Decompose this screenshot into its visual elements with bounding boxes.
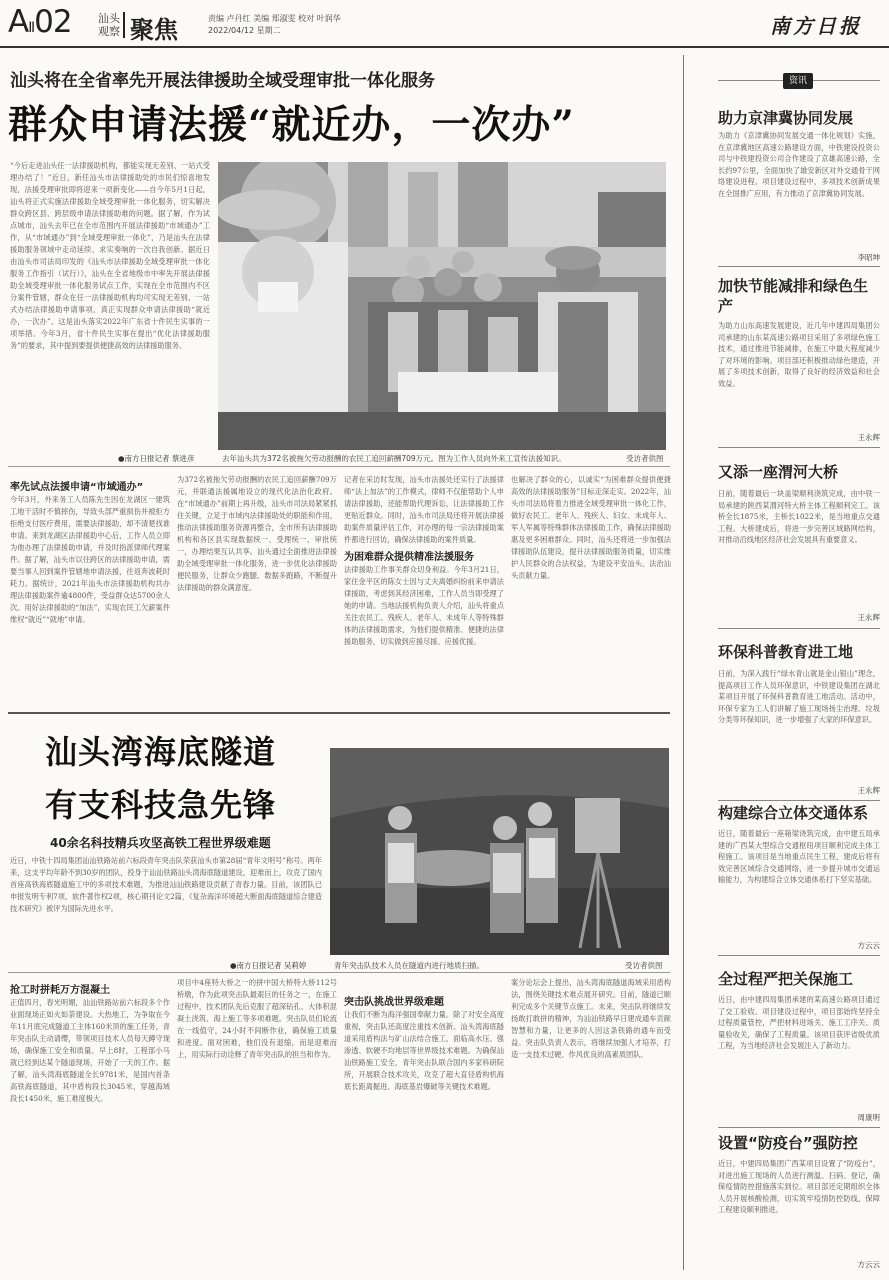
second-byline: ●南方日报记者 吴莉婷 (230, 961, 307, 970)
newspaper-logo: 南方日报 (770, 14, 862, 38)
sidebar-body-6: 近日，由中建四局集团承建的某高速公路项目通过了交工验收。项目建设过程中，项目部始终坚持全过程质量管控，严把材料进场关、施工工序关、质量验收关，确保了工程质量。该项目获评省级优质工程，为当地经济社会发展注入了新动力。 (718, 995, 880, 1051)
lead-photo-caption: 去年汕头共为372名被拖欠劳动报酬的农民工追回薪酬709万元。图为工作人员向外来工宣传法援知识。 (222, 454, 566, 463)
sidebar-body-1: 为助力《京津冀协同发展交通一体化规划》实施，在京津冀地区高速公路建设方面，中铁建设投资公司与中铁建投资公司合作建设了京雄高速公路，全长约97公里，全面加快了雄安新区对外交通骨干网络建设进程。项目建设过程中，多项技术创新成果在全国推广应用，有力推动了京津冀协同发展。 (718, 131, 880, 198)
sidebar-title-6: 全过程严把关保施工 (718, 970, 854, 988)
sidebar-title-1: 助力京津冀协同发展 (718, 109, 854, 127)
story-divider (8, 712, 670, 714)
news-badge: 资讯 (783, 73, 813, 89)
sidebar-rule-4 (718, 800, 880, 801)
sidebar-title-4: 环保科普教育进工地 (718, 643, 854, 661)
lead-col-2: 为372名被拖欠劳动报酬的农民工追回薪酬709万元，并联通法援属地设立的现代化法治化政府。在“市域通办”前期上再升级，汕头市司法局紧紧抓住关键，立足于市域内法律援助处的职能和作用，推动法律援助服务资源再整合，全市所有法律援助机构和各区县实现数据统一、受理统一、审批统一，办理结果互认共享。汕头通过全面推进法律援助全域受理审批一体化服务，进一步优化法律援助便民服务，让群众少跑腿、数据多跑路，不断提升法律援助的群众满意度。 (177, 475, 337, 592)
sidebar-body-4: 日前，为深入践行“绿水青山就是金山银山”理念，提高项目工作人员环保意识，中铁建设集团在湖北某项目开展了环保科普教育进工地活动。活动中，环保专家为工人们讲解了施工现场扬尘治理、垃圾分类等环保知识，进一步增强了大家的环保意识。 (718, 669, 880, 725)
lead-headline: 群众申请法援“就近办，一次办” (8, 102, 575, 148)
section-title: 聚焦 (130, 16, 178, 44)
tunnel-photo-credit: 受访者供图 (625, 961, 663, 970)
sidebar-title-5: 构建综合立体交通体系 (718, 804, 869, 822)
sidebar-rule-1 (718, 266, 880, 267)
editor-credits: 责编 卢丹红 美编 郑淑雯 校对 叶润华 2022/04/12 星期二 (208, 14, 341, 35)
masthead-rule (0, 46, 889, 48)
sidebar-title-3: 又添一座渭河大桥 (718, 463, 839, 481)
sidebar-body-7: 近日，中建四局集团广西某项目设置了“防疫台”，对进出施工现场的人员进行测温、扫码、登记，确保疫情防控措施落实到位。项目部还定期组织全体人员开展核酸检测，切实筑牢疫情防控防线，保障工程建设顺利推进。 (718, 1159, 880, 1215)
lead-intro-text: “今后走进汕头任一法律援助机构，都能实现无差别、一站式受理办结了！”近日，新任汕头市法律援助处的市民们惊喜地发现，法援受理审批即将迎来一项新变化——自今年5月1日起，汕头将正式实施法律援助全域受理审批一体化服务，切实解决群众跨区县、跨层级申请法律援助难的问题。据了解，作为试点城市，汕头去年已在全市范围内开展法律援助“市域通办”工作，从“市域通办”到“全域受理审批一体化”，乃是汕头在法律援助服务领域中走动延续、求实奏响的一次自我创新。据近日由汕头市司法局印发的《汕头市法律援助全域受理审批一体化服务工作指引（试行）》，汕头在全省地级市中率先开展法律援助全域受理审批一体化服务试点工作，实现在全市范围内不区分案件管辖，群众在任一法律援助机构均可实现无差别、一站式办结法律援助申请事项，真正实现群众申请法律援助“就近办，一次办”。这是汕头落实2022年广东省十件民生实事的一项举措。今年3月，省十件民生实事在提出“优化法律援助服务”的要求，其中提到要提供便捷高效的法律援助服务。 (10, 161, 210, 350)
second-intro-text: 近日，中铁十四局集团汕汕铁路站前六标段青年突击队荣获汕头市第28届“青年文明号”称号。两年来，这支平均年龄不到30岁的团队，投身于汕汕铁路汕头湾海底隧道建设，迎难而上，攻克了国内首座高铁海底隧道施工中的多项技术难题，为推进汕汕铁路建设贡献了青春力量。目前，该团队已申报发明专利7项、软件著作权2项，核心期刊论文2篇，《复杂海洋环境超大断面海底隧道综合建造技术研究》被评为国际先进水平。 (10, 856, 322, 913)
second-subhead-2: 突击队挑战世界级难题 (344, 997, 444, 1008)
sidebar-author-7: 方云云 (857, 1260, 880, 1269)
second-col-2: 项目中4座特大桥之一的拼中国大桥特大桥112号桥墩，作为此项突击队最艰巨的任务之一，在施工过程中，技术团队先后克服了超深钻孔、大体积混凝土浇筑、海上施工等多项难题。突击队员们轮流在一线值守，24小时不间断作业，确保施工质量和进度。面对困难，他们没有退缩，而是迎难而上，用实际行动诠释了青年突击队的担当和作为。 (177, 978, 337, 1059)
second-headline-line2: 有支科技急先锋 (45, 786, 277, 824)
lead-subhead-1: 率先试点法援申请“市域通办” (10, 482, 144, 493)
second-headline-line1: 汕头湾海底隧道 (45, 733, 277, 771)
lead-columns-rule (8, 466, 670, 467)
sidebar-author-2: 王永辉 (857, 433, 880, 442)
lead-col-4: 也解决了群众的心，以诚实“为困难群众提供便捷高效的法律援助服务”目标走深走实。2022年，汕头市司法局将着力推进全域受理审批一体化工作，做好农民工、老年人、残疾人、妇女、未成年人、军人军属等特殊群体法律援助工作，确保法律援助惠及更多困难群众。同时，汕头还将进一步加强法律援助队伍建设，提升法律援助服务质量，切实维护人民群众的合法权益，为建设平安汕头、法治汕头贡献力量。 (511, 475, 671, 580)
second-subhead: 40余名科技精兵攻坚高铁工程世界级难题 (50, 836, 271, 850)
second-col-3: 让我们不断为海洋强国奉献力量。除了对安全高度重视，突击队还高度注重技术创新。汕头湾海底隧道采用盾构法与矿山法结合施工，面临高水压、强渗透、软硬不均地层等世界级技术难题。为确保汕汕铁路施工安全，青年突击队联合国内多家科研院所，开展联合技术攻关，攻克了超大直径盾构机海底长距离掘进、海底基岩爆破等关键技术难题。 (344, 1010, 504, 1091)
sidebar-title-2: 加快节能减排和绿色生产 (718, 277, 869, 315)
lead-byline: ●南方日报记者 蔡进彦 (118, 454, 195, 463)
masthead (0, 0, 889, 50)
lead-kicker: 汕头将在全省率先开展法律援助全域受理审批一体化服务 (10, 71, 435, 91)
sidebar-rule-3 (718, 628, 880, 629)
sidebar-body-3: 日前，随着最后一块盖梁顺利浇筑完成，由中铁一局承建的陕西某渭河特大桥主体工程顺利完工。该桥全长1875米，主桥长1022米，是当地重点交通工程。大桥建成后，将进一步完善区域路网结构，对推动沿线地区经济社会发展具有重要意义。 (718, 489, 880, 545)
section-label: 汕头 观察 (98, 12, 120, 38)
tunnel-photo-caption: 青年突击队技术人员在隧道内进行地质扫描。 (334, 961, 484, 970)
sidebar-body-2: 为助力山东高速发展建设，近几年中建四局集团公司承建的山东某高速公路项目采用了多项绿色施工技术，通过推进节能减排，在施工中最大程度减少了对环境的影响。项目部还积极推动绿色建造，开展了多项技术创新，取得了良好的经济效益和社会效益。 (718, 321, 880, 388)
lead-col-3b: 法律援助工作事关群众切身利益。今年3月21日，家住金平区的陈女士因与丈夫离婚纠纷前来申请法律援助，考虑到其经济困难，工作人员当即受理了她的申请。当地法援机构负责人介绍，汕头将重点关注农民工、残疾人、老年人、未成年人等特殊群体的法律援助需求，为他们提供精准、便捷的法律援助服务，切实做到应援尽援、应援优援。 (344, 565, 504, 646)
second-columns-rule (8, 972, 670, 973)
sidebar-rule-2 (718, 447, 880, 448)
sidebar-rule-5 (718, 955, 880, 956)
lead-photo-credit: 受访者供图 (626, 454, 664, 463)
sidebar-author-6: 周康明 (857, 1113, 880, 1122)
sidebar-separator (683, 55, 684, 1270)
section-divider (123, 12, 125, 38)
page-roman: Ⅱ (28, 20, 35, 36)
page-number: AⅡ02 (8, 4, 72, 40)
second-col-1: 正值四月，春光明媚，汕汕铁路站前六标段多个作业面现场正如火如荼建设。大热地工，为争取在今年11月底完成隧道工主体160米顶的施工任务，青年突击队主动请缨，带领项目技术人员每天蹲守现场，确保施工安全和质量。早上8时，工程部小马就已经到达某个隧道现场，开始了一天的工作。据了解，汕头湾海底隧道全长9781米，是国内首条高铁海底隧道，其中盾构段长3045米，穿越海域段长1450米，施工难度极大。 (10, 998, 170, 1103)
sidebar-author-3: 王永辉 (857, 613, 880, 622)
lead-photo (218, 162, 666, 450)
sidebar-author-5: 方云云 (857, 941, 880, 950)
second-col-4: 案分论坛会上提出，汕头湾海底隧道海域采用盾构法，围绕关键技术难点展开研究。目前，隧道已顺利完成多个关键节点施工。未来，突击队将继续发扬敢打敢拼的精神，为汕汕铁路早日建成通车贡献智慧和力量，让更多的人因这条铁路的通车而受益。突击队负责人表示，将继续加强人才培养，打造一支技术过硬、作风优良的高素质团队。 (511, 978, 671, 1059)
sidebar-rule-6 (718, 1127, 880, 1128)
sidebar-body-5: 近日，随着最后一座箱梁浇筑完成，由中建五局承建的广西某大型综合交通枢纽项目顺利完成主体工程施工。该项目是当地重点民生工程，建成后将有效完善区域综合交通网络，进一步提升城市交通运输能力，为构建综合立体交通体系打下坚实基础。 (718, 829, 880, 885)
second-subhead-1: 抢工时拼耗万方混凝土 (10, 985, 110, 996)
sidebar-title-7: 设置“防疫台”强防控 (718, 1134, 858, 1152)
lead-col-3: 记者在采访时发现，汕头市法援处还实行了法援律师“法上加法”的工作模式，律师不仅能帮助个人申请法律援助，还能帮助代理诉讼，让法律援助工作更贴近群众。同时，汕头市司法局还将开展法律援助案件质量评估工作，对办理的每一宗法律援助案件都进行回访，确保法律援助的案件质量。 (344, 475, 504, 544)
sidebar-author-4: 王永辉 (857, 786, 880, 795)
tunnel-photo (330, 748, 669, 955)
lead-subhead-2: 为困难群众提供精准法援服务 (344, 552, 474, 563)
sidebar-author-1: 李昭坤 (857, 253, 880, 262)
lead-col-1: 今年3月，外来务工人员陈先生因在龙湖区一建筑工地干活时不慎摔伤，导致头部严重损伤并被拒方拒绝支付医疗费用，需要法律援助，却不清楚找谁申请。来到龙湖区法律援助中心后，工作人员立即为他办理了法律援助申请，并及时指派律师代理案件。据了解，汕头市以往跨区的法律援助申请，需要当事人回到案件管辖地申请法援，往返奔波耗时耗力。据统计，2021年汕头市法律援助机构共办理法律援助案件逾4800件，受益群众达5700余人次。用好法律援助的“加法”，实现农民工欠薪案件维权“就近”“就地”申请。 (10, 495, 170, 624)
